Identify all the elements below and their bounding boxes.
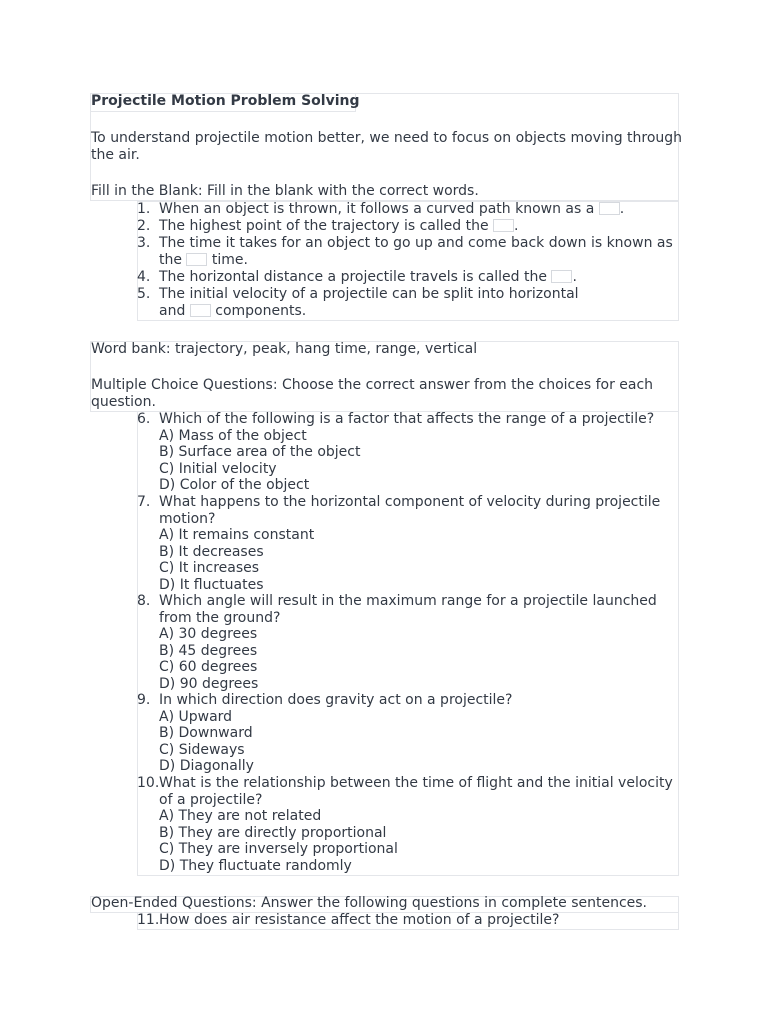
choice-d: D) It fluctuates bbox=[159, 576, 264, 593]
choice-a: A) Mass of the object bbox=[159, 427, 307, 444]
choice-d: D) 90 degrees bbox=[159, 675, 259, 692]
open-ended-heading: Open-Ended Questions: Answer the following questions in complete sentences. bbox=[91, 895, 648, 911]
choice-b: B) 45 degrees bbox=[159, 642, 258, 659]
choice-b: B) It decreases bbox=[159, 543, 264, 560]
item-number: 10. bbox=[137, 775, 160, 791]
item-number: 3. bbox=[137, 235, 151, 251]
page-title: Projectile Motion Problem Solving bbox=[91, 93, 360, 109]
choice-a: A) Upward bbox=[159, 708, 233, 725]
choice-a: A) It remains constant bbox=[159, 527, 315, 544]
choice-c: C) It increases bbox=[159, 560, 260, 577]
word-bank: Word bank: trajectory, peak, hang time, range, vertical bbox=[91, 341, 478, 357]
choice-d: D) Diagonally bbox=[159, 758, 254, 775]
question-text-cont: motion? bbox=[159, 510, 216, 527]
item-number: 6. bbox=[137, 411, 151, 427]
choice-d: D) They fluctuate randomly bbox=[159, 857, 352, 874]
question-text-cont: of a projectile? bbox=[159, 791, 263, 808]
question-text-cont: from the ground? bbox=[159, 609, 281, 626]
item-text: The initial velocity of a projectile can be split into horizontal bbox=[159, 286, 579, 302]
item-text: The highest point of the trajectory is called the bbox=[159, 218, 494, 234]
question-text: What happens to the horizontal component of velocity during projectile bbox=[159, 494, 661, 510]
item-number: 5. bbox=[137, 286, 151, 302]
intro-line-1: To understand projectile motion better, we need to focus on objects moving through bbox=[91, 130, 683, 146]
intro-line-2: the air. bbox=[91, 147, 140, 163]
question-text: What is the relationship between the time of flight and the initial velocity bbox=[159, 775, 673, 791]
choice-b: B) Surface area of the object bbox=[159, 444, 361, 461]
choice-b: B) They are directly proportional bbox=[159, 824, 387, 841]
question-text: Which of the following is a factor that affects the range of a projectile? bbox=[159, 411, 655, 427]
mc-heading-line-1: Multiple Choice Questions: Choose the correct answer from the choices for each bbox=[91, 377, 654, 393]
choice-d: D) Color of the object bbox=[159, 477, 310, 494]
choice-a: A) 30 degrees bbox=[159, 626, 258, 643]
item-number: 4. bbox=[137, 269, 151, 285]
item-number: 11. bbox=[137, 912, 160, 928]
item-text: When an object is thrown, it follows a curved path known as a bbox=[159, 201, 599, 217]
answer-blank[interactable] bbox=[551, 270, 572, 283]
item-number: 8. bbox=[137, 593, 151, 609]
item-number: 2. bbox=[137, 218, 151, 234]
choice-a: A) They are not related bbox=[159, 808, 322, 825]
choice-c: C) Sideways bbox=[159, 741, 245, 758]
question-text: How does air resistance affect the motion of a projectile? bbox=[159, 912, 560, 928]
choice-c: C) Initial velocity bbox=[159, 460, 277, 477]
item-text: The horizontal distance a projectile travels is called the bbox=[159, 269, 552, 285]
item-number: 1. bbox=[137, 201, 151, 217]
question-text: In which direction does gravity act on a projectile? bbox=[159, 692, 513, 708]
answer-blank[interactable] bbox=[599, 202, 620, 215]
answer-blank[interactable] bbox=[190, 304, 211, 317]
item-number: 9. bbox=[137, 692, 151, 708]
choice-c: C) 60 degrees bbox=[159, 659, 258, 676]
answer-blank[interactable] bbox=[493, 219, 514, 232]
choice-b: B) Downward bbox=[159, 725, 253, 742]
mc-heading-line-2: question. bbox=[91, 394, 156, 410]
question-text: Which angle will result in the maximum range for a projectile launched bbox=[159, 593, 657, 609]
item-number: 7. bbox=[137, 494, 151, 510]
choice-c: C) They are inversely proportional bbox=[159, 841, 398, 858]
fill-in-blank-heading: Fill in the Blank: Fill in the blank with the correct words. bbox=[91, 183, 479, 199]
item-text: The time it takes for an object to go up and come back down is known as bbox=[159, 235, 673, 251]
answer-blank[interactable] bbox=[186, 253, 207, 266]
